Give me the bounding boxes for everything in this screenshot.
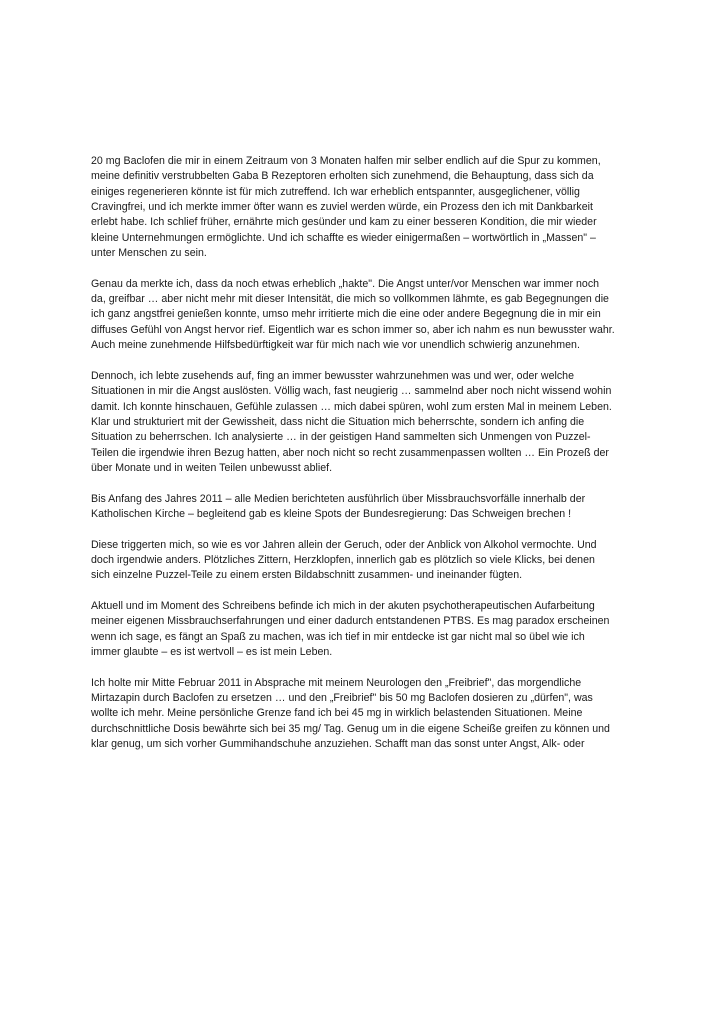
text-line: Dennoch, ich lebte zusehends auf, fing an immer bewusster wahrzunehmen was und wer, oder welche xyxy=(91,369,575,382)
text-line: immer glaubte – es ist wertvoll – es ist mein Leben. xyxy=(91,646,333,658)
text-line: einiges regenerieren könnte ist für mich zutreffend. Ich war erheblich entspannter, ausgeglichener, völlig xyxy=(91,185,580,198)
text-line: Cravingfrei, und ich merkte immer öfter wann es zuviel werden würde, ein Prozess den ich mit Dankbarkeit xyxy=(91,201,593,214)
text-line: Aktuell und im Moment des Schreibens befinde ich mich in der akuten psychotherapeutischen Aufarbeitung xyxy=(91,599,595,612)
text-line: Klar und strukturiert mit der Gewissheit, dass nicht die Situation mich beherrschte, sondern ich anfing die xyxy=(91,415,585,428)
text-line: Genau da merkte ich, dass da noch etwas erheblich „hakte". Die Angst unter/vor Menschen war immer noch xyxy=(91,277,600,290)
text-line: wenn ich sage, es fängt an Spaß zu machen, was ich tief in mir entdecke ist gar nicht mal so übel wie ich xyxy=(91,630,585,643)
paragraph-6 xyxy=(91,599,636,660)
text-line: Ich holte mir Mitte Februar 2011 in Absprache mit meinem Neurologen den „Freibrief", das morgendliche xyxy=(91,676,582,689)
text-line: 20 mg Baclofen die mir in einem Zeitraum von 3 Monaten halfen mir selber endlich auf die Spur zu kommen, xyxy=(91,155,601,167)
text-line: doch irgendwie anders. Plötzliches Zittern, Herzklopfen, innerlich gab es plötzlich so viele Klicks, bei denen xyxy=(91,553,595,566)
text-line: klar genug, um sich vorher Gummihandschuhe anzuziehen. Schafft man das sonst unter Angst, Alk- oder xyxy=(91,738,585,751)
text-line: durchschnittliche Dosis bewährte sich bei 35 mg/ Tag. Genug um in die eigene Scheiße greifen zu können und xyxy=(91,722,610,735)
text-line: Situation zu beherrschen. Ich analysierte … in der geistigen Hand sammelten sich Unmengen von Puzzel- xyxy=(91,431,591,444)
text-line: erlebt habe. Ich schlief früher, ernährte mich gesünder und kam zu einer besseren Kondition, die mir wieder xyxy=(91,216,597,229)
paragraph-1 xyxy=(91,154,636,261)
text-line: Auch meine zunehmende Hilfsbedürftigkeit war für mich nach wie vor unendlich schwierig anzunehmen. xyxy=(91,339,580,352)
text-line: Katholischen Kirche – begleitend gab es kleine Spots der Bundesregierung: Das Schweigen brechen ! xyxy=(91,507,572,520)
text-line: Situationen in mir die Angst auslösten. Völlig wach, fast neugierig … sammelnd aber noch nicht wissend wohin xyxy=(91,385,612,398)
text-line: über Monate und in weiten Teilen unbewusst ablief. xyxy=(91,461,333,474)
document-body xyxy=(91,154,636,768)
text-line: ich ganz angstfrei genießen konnte, umso mehr irritierte mich die eine oder andere Begegnung die in mir ein xyxy=(91,308,601,321)
text-line: kleine Unternehmungen ermöglichte. Und ich schaffte es wieder einigermaßen – wortwörtlich in „Massen" – xyxy=(91,231,596,244)
paragraph-3 xyxy=(91,369,636,476)
paragraph-2 xyxy=(91,277,636,354)
text-line: meiner eigenen Missbrauchserfahrungen und einer dadurch entstandenen PTBS. Es mag paradox erscheinen xyxy=(91,615,610,628)
text-line: Diese triggerten mich, so wie es vor Jahren allein der Geruch, oder der Anblick von Alkohol vermochte. Und xyxy=(91,538,597,551)
paragraph-4 xyxy=(91,492,636,523)
text-line: meine definitiv verstrubbelten Gaba B Rezeptoren erholten sich zunehmend, die Behauptung, dass sich da xyxy=(91,170,594,183)
text-line: diffuses Gefühl von Angst hervor rief. Eigentlich war es schon immer so, aber ich nahm es nun bewusster wahr. xyxy=(91,323,615,336)
text-line: sich einzelne Puzzel-Teile zu einem ersten Bildabschnitt zusammen- und ineinander fügten. xyxy=(91,569,523,582)
text-line: Bis Anfang des Jahres 2011 – alle Medien berichteten ausführlich über Missbrauchsvorfälle innerhalb der xyxy=(91,492,586,505)
text-line: damit. Ich konnte hinschauen, Gefühle zulassen … mich dabei spüren, wohl zum ersten Mal in meinem Leben. xyxy=(91,400,612,413)
text-line: da, greifbar … aber nicht mehr mit dieser Intensität, die mich so vollkommen lähmte, es gab Begegnungen die xyxy=(91,293,609,306)
text-line: wollte ich mehr. Meine persönliche Grenze fand ich bei 45 mg in wirklich belastenden Situationen. Meine xyxy=(91,707,583,720)
text-line: Teilen die irgendwie ihren Bezug hatten, aber noch nicht so recht zusammenpassen wollten … Ein Prozeß der xyxy=(91,446,609,459)
text-line: unter Menschen zu sein. xyxy=(91,247,207,260)
paragraph-5 xyxy=(91,538,636,584)
text-line: Mirtazapin durch Baclofen zu ersetzen … und den „Freibrief" bis 50 mg Baclofen dosieren zu „dürfen", was xyxy=(91,692,593,705)
paragraph-7 xyxy=(91,676,636,753)
